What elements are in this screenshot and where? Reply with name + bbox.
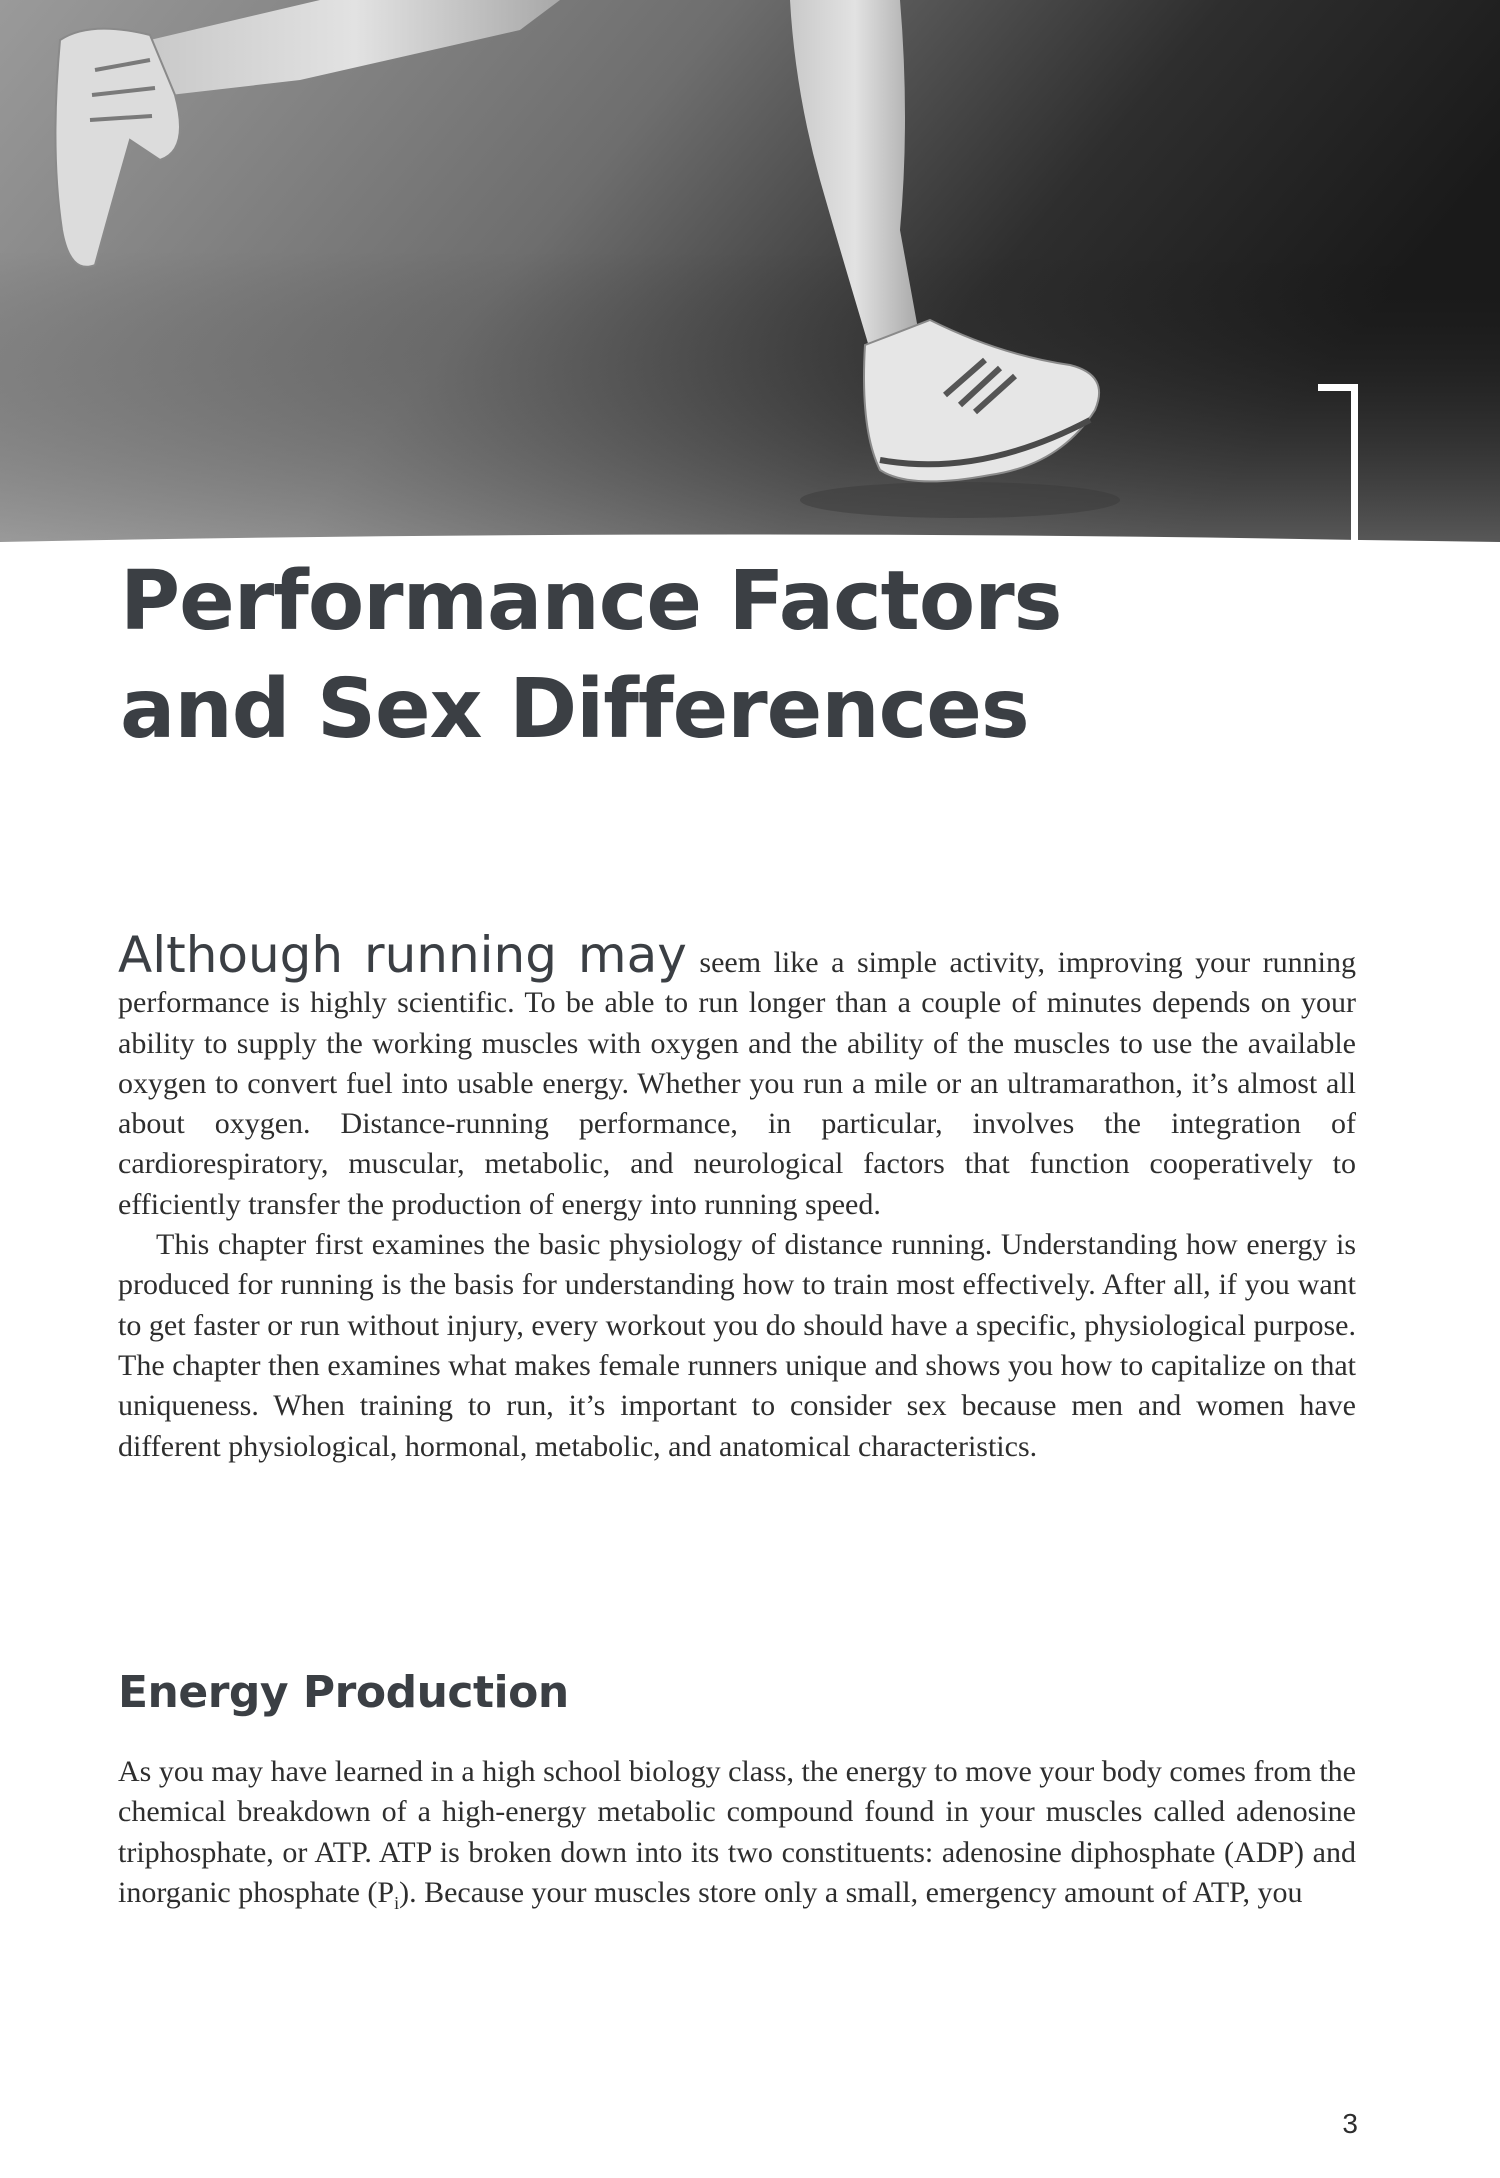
section-paragraph [118,1752,1356,1923]
section-heading: Energy Production [118,1667,569,1718]
section-text [118,1752,1356,1923]
intro-text [118,926,1356,1467]
section-paragraph-part-2: ). Because your muscles store only a small, emergency amount of ATP, you [399,1875,1303,1909]
page-number: 3 [1342,2108,1358,2139]
lead-in: Although running may [118,926,687,984]
intro-paragraph-2: This chapter first examines the basic physiology of distance running. Understanding how energy is produced for running is the basis for understanding how to train most effectively. After all, if you want to get faster or run without injury, every workout you do should have a specific, physiological purpose. The chapter then examines what makes female runners unique and shows you how to capitalize on that uniqueness. When training to run, it’s important to consider sex because men and women have different physiological, hormonal, metabolic, and anatomical characteristics. [118,1228,1356,1463]
subscript-i: i [394,1892,400,1913]
chapter-number [1318,384,1358,544]
intro-paragraph-1-rest: seem like a simple activity, improving your running performance is highly scientific. To be able to run longer than a couple of minutes depends on your ability to supply the working muscles with oxygen and the ability of the muscles to use the available oxygen to convert fuel into usable energy. Whether you run a mile or an ultramarathon, it’s almost all about oxygen. Distance-running performance, in particular, involves the integration of cardiorespiratory, muscular, metabolic, and neurological factors that function cooperatively to efficiently transfer the production of energy into running speed. [118,946,1356,1221]
chapter-title-line-1: Performance Factors [120,554,1062,649]
chapter-photo-runner-legs [0,0,1500,545]
section-paragraph-part-1: As you may have learned in a high school biology class, the energy to move your body comes from the chemical breakdown of a high-energy metabolic compound found in your muscles called adenosine triphosphate, or ATP. ATP is broken down into its two constituents: adenosine diphosphate (ADP) and inorganic phosphate (P [118,1755,1356,1909]
chapter-title-line-2: and Sex Differences [120,662,1029,757]
chapter-title [120,548,1320,764]
intro-paragraph-1 [118,926,1356,1225]
